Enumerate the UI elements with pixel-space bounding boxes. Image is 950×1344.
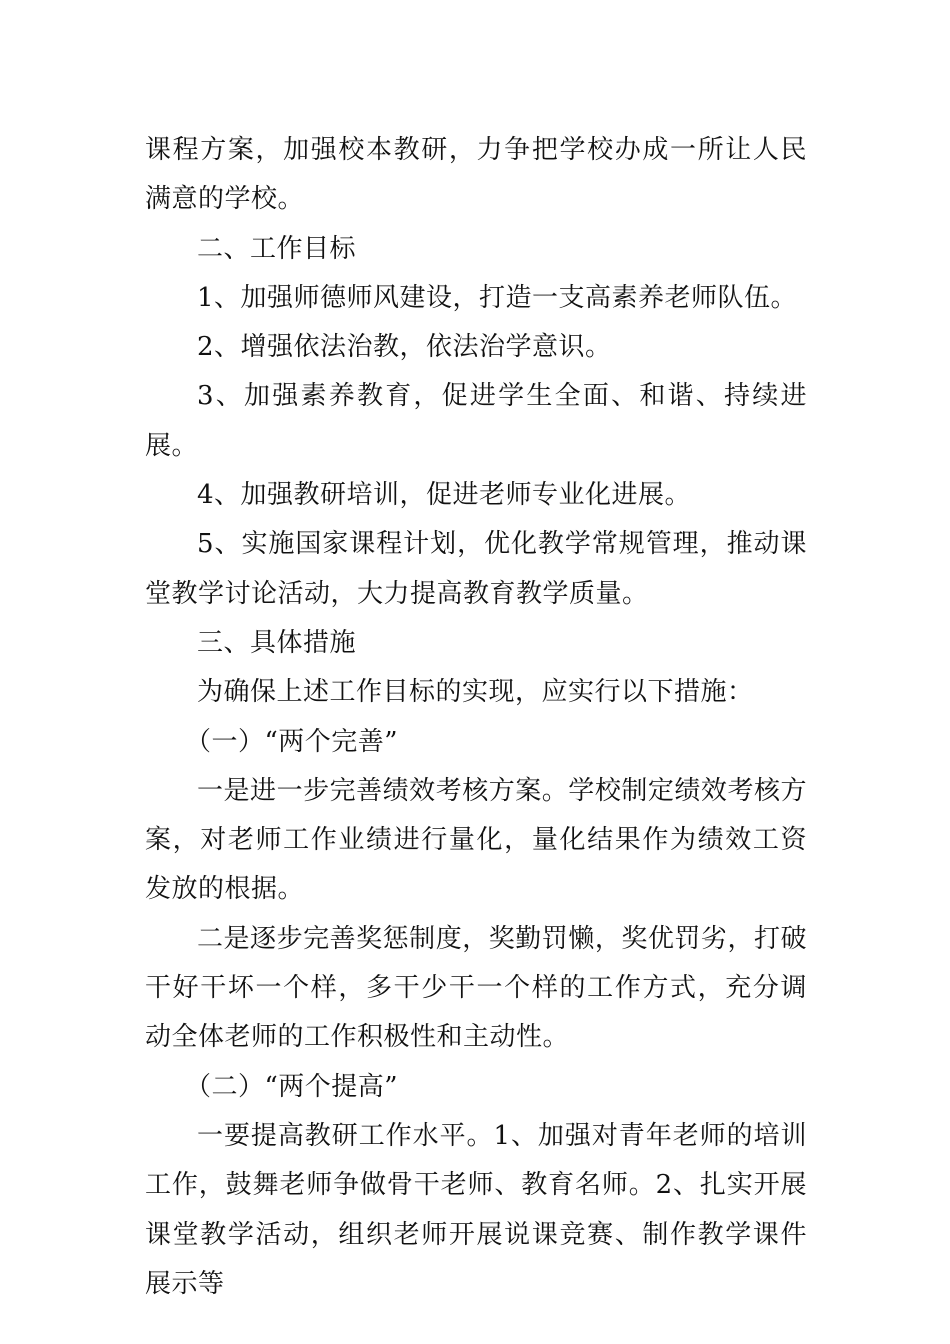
- measures-intro: 为确保上述工作目标的实现，应实行以下措施：: [197, 677, 754, 708]
- paragraph-performance-assessment: 一是进一步完善绩效考核方案。学校制定绩效考核方案，对老师工作业绩进行量化，量化结果作为绩效工资发放的根据。: [145, 775, 807, 905]
- goal-item-5: 5、实施国家课程计划，优化教学常规管理，推动课堂教学讨论活动，大力提高教育教学质量。: [145, 529, 807, 609]
- paragraph-teaching-research: 一要提高教研工作水平。1、加强对青年老师的培训工作，鼓舞老师争做骨干老师、教育名师。2、扎实开展课堂教学活动，组织老师开展说课竞赛、制作教学课件展示等: [145, 1120, 807, 1299]
- goal-item-4: 4、加强教研培训，促进老师专业化进展。: [197, 480, 692, 511]
- document-body: [145, 126, 807, 1309]
- section-heading-measures: 三、具体措施: [197, 627, 357, 658]
- section-heading-goals: 二、工作目标: [197, 233, 357, 264]
- goal-item-1: 1、加强师德师风建设，打造一支高素养老师队伍。: [197, 282, 798, 313]
- paragraph-continuation: 课程方案，加强校本教研，力争把学校办成一所让人民满意的学校。: [145, 135, 807, 215]
- sub-heading-two-raises: （二）“两个提高”: [185, 1071, 399, 1102]
- goal-item-2: 2、增强依法治教，依法治学意识。: [197, 332, 612, 363]
- goal-item-3: 3、加强素养教育，促进学生全面、和谐、持续进展。: [145, 381, 807, 461]
- sub-heading-two-improvements: （一）“两个完善”: [185, 726, 399, 757]
- paragraph-reward-system: 二是逐步完善奖惩制度，奖勤罚懒，奖优罚劣，打破干好干坏一个样，多干少干一个样的工作方式，充分调动全体老师的工作积极性和主动性。: [145, 923, 807, 1053]
